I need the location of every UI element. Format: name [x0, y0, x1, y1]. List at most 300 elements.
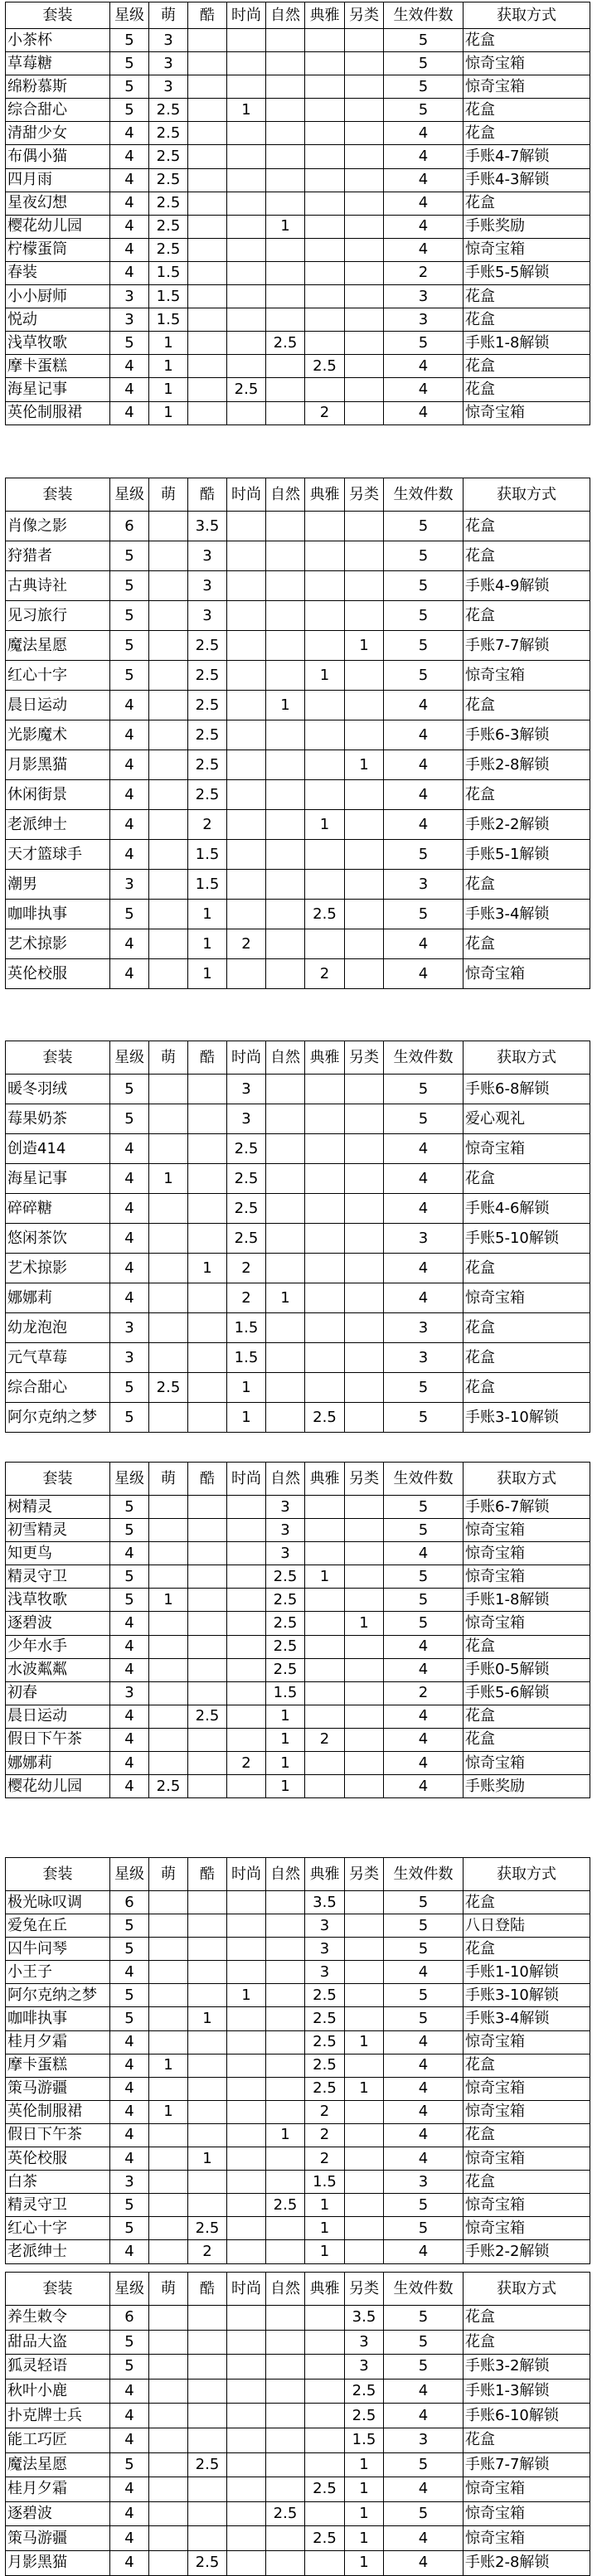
stat-cell: 2 [227, 1254, 266, 1283]
stat-cell [227, 571, 266, 601]
table-row [6, 1681, 590, 1705]
table-row [6, 2077, 590, 2100]
column-header: 萌 [149, 1041, 188, 1075]
column-header: 套装 [6, 1858, 110, 1891]
stat-cell [227, 601, 266, 631]
outfit-name-cell: 桂月夕霜 [6, 2477, 110, 2502]
stat-cell: 4 [384, 238, 464, 261]
stat-cell: 5 [384, 2194, 464, 2217]
stat-cell: 5 [384, 29, 464, 52]
stat-cell: 4 [384, 1194, 464, 1224]
outfit-name-cell: 树精灵 [6, 1496, 110, 1519]
stat-cell [305, 168, 345, 192]
acquire-method-cell: 惊奇宝箱 [464, 661, 590, 691]
stat-cell [227, 2123, 266, 2147]
stat-cell: 5 [384, 2501, 464, 2526]
stat-cell [188, 332, 227, 355]
stat-cell [188, 1075, 227, 1104]
column-header: 典雅 [305, 1858, 345, 1891]
stat-cell [345, 1589, 384, 1612]
stat-cell: 1 [188, 900, 227, 929]
stat-cell: 2.5 [149, 1373, 188, 1403]
stat-cell [188, 1224, 227, 1254]
stat-cell [345, 720, 384, 750]
stat-cell: 2.5 [345, 2404, 384, 2428]
stat-cell [266, 2007, 305, 2030]
stat-cell [266, 168, 305, 192]
stat-cell: 3 [384, 1313, 464, 1343]
stat-cell [345, 332, 384, 355]
stat-cell: 4 [110, 1134, 149, 1164]
table-row [6, 52, 590, 75]
acquire-method-cell: 惊奇宝箱 [464, 1519, 590, 1542]
stat-cell: 3 [305, 1938, 345, 1961]
stat-cell [188, 1984, 227, 2007]
column-header: 萌 [149, 2, 188, 29]
table-row [6, 1635, 590, 1658]
stat-cell: 4 [384, 2550, 464, 2575]
acquire-method-cell: 手账3-2解锁 [464, 2355, 590, 2380]
stat-cell [266, 2379, 305, 2404]
stat-cell [227, 512, 266, 541]
stat-cell: 5 [384, 2355, 464, 2380]
stat-cell: 2 [305, 401, 345, 424]
stat-cell [149, 2379, 188, 2404]
acquire-method-cell: 手账5-10解锁 [464, 1224, 590, 1254]
stat-cell: 5 [110, 1984, 149, 2007]
stat-cell [266, 1313, 305, 1343]
stat-cell [188, 99, 227, 122]
stat-cell [227, 2194, 266, 2217]
stat-cell [188, 1403, 227, 1433]
table-row [6, 512, 590, 541]
stat-cell: 2.5 [227, 378, 266, 401]
stat-cell [227, 2355, 266, 2380]
stat-cell [188, 2379, 227, 2404]
stat-cell [227, 2550, 266, 2575]
stat-cell: 5 [384, 541, 464, 571]
table-row [6, 750, 590, 780]
stat-cell: 2.5 [149, 145, 188, 168]
stat-cell: 1.5 [227, 1343, 266, 1373]
outfit-name-cell: 娜娜莉 [6, 1752, 110, 1775]
stat-cell: 3 [384, 308, 464, 332]
stat-cell: 4 [110, 1961, 149, 1984]
stat-cell: 5 [110, 2217, 149, 2240]
stat-cell: 1 [266, 691, 305, 720]
stat-cell: 1.5 [188, 870, 227, 900]
outfit-name-cell: 碎碎糖 [6, 1194, 110, 1224]
acquire-method-cell: 花盒 [464, 780, 590, 810]
stat-cell: 2.5 [227, 1134, 266, 1164]
stat-cell [227, 122, 266, 145]
stat-cell: 3 [384, 2171, 464, 2194]
stat-cell [188, 2171, 227, 2194]
table-row [6, 1134, 590, 1164]
stat-cell [305, 1134, 345, 1164]
stat-cell: 3 [345, 2355, 384, 2380]
stat-cell: 1.5 [266, 1681, 305, 1705]
stat-cell [266, 1343, 305, 1373]
stat-cell [305, 1283, 345, 1313]
outfit-name-cell: 晨日运动 [6, 1705, 110, 1728]
stat-cell [345, 661, 384, 691]
outfit-name-cell: 魔法星愿 [6, 2452, 110, 2477]
stat-cell [345, 1254, 384, 1283]
stat-cell: 4 [384, 1752, 464, 1775]
stat-cell [149, 1984, 188, 2007]
stat-cell [227, 2501, 266, 2526]
stat-cell: 2.5 [266, 1612, 305, 1635]
stat-cell [149, 512, 188, 541]
stat-cell [345, 192, 384, 215]
stat-cell [227, 541, 266, 571]
stat-cell [305, 1224, 345, 1254]
stat-cell [305, 99, 345, 122]
stat-cell: 5 [110, 1589, 149, 1612]
outfit-name-cell: 红心十字 [6, 2217, 110, 2240]
outfit-name-cell: 策马游疆 [6, 2077, 110, 2100]
acquire-method-cell: 惊奇宝箱 [464, 2217, 590, 2240]
stat-cell: 1 [345, 2550, 384, 2575]
column-header: 典雅 [305, 478, 345, 512]
stat-cell [345, 2217, 384, 2240]
stat-cell: 1 [345, 750, 384, 780]
acquire-method-cell: 花盒 [464, 2054, 590, 2077]
stat-cell [188, 2355, 227, 2380]
table-row [6, 2306, 590, 2331]
table-row [6, 2240, 590, 2263]
stat-cell: 4 [384, 1542, 464, 1565]
stat-cell: 3 [227, 1075, 266, 1104]
stat-cell [305, 1775, 345, 1798]
stat-cell: 5 [110, 2007, 149, 2030]
stat-cell: 3 [305, 1961, 345, 1984]
stat-cell: 4 [384, 929, 464, 959]
stat-cell: 4 [384, 2404, 464, 2428]
table-row [6, 929, 590, 959]
stat-cell [188, 378, 227, 401]
stat-cell: 2.5 [227, 1164, 266, 1194]
stat-cell [188, 1775, 227, 1798]
stat-cell: 4 [110, 2550, 149, 2575]
stat-cell [149, 1681, 188, 1705]
table-row [6, 215, 590, 238]
stat-cell: 2.5 [188, 780, 227, 810]
stat-cell [266, 122, 305, 145]
column-header: 萌 [149, 1858, 188, 1891]
acquire-method-cell: 手账1-10解锁 [464, 1961, 590, 1984]
table-row [6, 238, 590, 261]
acquire-method-cell: 惊奇宝箱 [464, 2526, 590, 2551]
stat-cell [305, 1752, 345, 1775]
acquire-method-cell: 手账3-4解锁 [464, 900, 590, 929]
stat-cell: 3.5 [305, 1891, 345, 1914]
stat-cell [266, 631, 305, 661]
stat-cell: 5 [110, 1565, 149, 1589]
stat-cell: 2.5 [149, 215, 188, 238]
stat-cell [149, 1313, 188, 1343]
table-row [6, 1194, 590, 1224]
stat-cell: 5 [110, 1519, 149, 1542]
stat-cell: 3 [149, 29, 188, 52]
stat-cell [266, 75, 305, 99]
stat-cell: 2.5 [188, 1705, 227, 1728]
stat-cell: 2.5 [188, 691, 227, 720]
table-row [6, 2030, 590, 2054]
stat-cell: 3 [110, 1313, 149, 1343]
stat-cell [345, 780, 384, 810]
stat-cell [149, 900, 188, 929]
stat-cell [305, 1313, 345, 1343]
stat-cell: 2.5 [227, 1224, 266, 1254]
stat-cell [227, 285, 266, 308]
stat-cell: 5 [384, 332, 464, 355]
stat-cell: 3 [110, 285, 149, 308]
stat-cell [345, 2147, 384, 2171]
stat-cell: 5 [110, 2194, 149, 2217]
stat-cell: 1 [149, 2100, 188, 2123]
stat-cell [266, 2330, 305, 2355]
stat-cell [266, 2171, 305, 2194]
stat-cell: 2.5 [188, 2217, 227, 2240]
column-header: 套装 [6, 2273, 110, 2306]
acquire-method-cell: 手账6-7解锁 [464, 1496, 590, 1519]
acquire-method-cell: 花盒 [464, 122, 590, 145]
stat-cell: 2 [384, 261, 464, 284]
stat-cell [345, 1961, 384, 1984]
stat-cell [188, 1519, 227, 1542]
outfit-name-cell: 英伦制服裙 [6, 2100, 110, 2123]
stat-cell [188, 192, 227, 215]
column-header: 酷 [188, 1041, 227, 1075]
column-header: 酷 [188, 2273, 227, 2306]
stat-cell [305, 1519, 345, 1542]
acquire-method-cell: 手账5-6解锁 [464, 1681, 590, 1705]
stat-cell [149, 2123, 188, 2147]
stat-cell: 2 [305, 959, 345, 989]
stat-cell: 2.5 [305, 2477, 345, 2502]
stat-cell: 2.5 [305, 1403, 345, 1433]
stat-cell: 4 [110, 2404, 149, 2428]
stat-cell: 4 [110, 145, 149, 168]
acquire-method-cell: 惊奇宝箱 [464, 2030, 590, 2054]
acquire-method-cell: 惊奇宝箱 [464, 2477, 590, 2502]
stat-cell: 3 [188, 571, 227, 601]
outfit-name-cell: 樱花幼儿园 [6, 1775, 110, 1798]
column-header: 萌 [149, 2273, 188, 2306]
column-header: 萌 [149, 478, 188, 512]
stat-cell: 3 [110, 308, 149, 332]
stat-cell [188, 52, 227, 75]
stat-cell [227, 1612, 266, 1635]
stat-cell [149, 929, 188, 959]
stat-cell [149, 691, 188, 720]
stat-cell [305, 1589, 345, 1612]
stat-cell [305, 145, 345, 168]
outfit-name-cell: 假日下午茶 [6, 2123, 110, 2147]
stat-cell [227, 192, 266, 215]
acquire-method-cell: 惊奇宝箱 [464, 2100, 590, 2123]
stat-cell [149, 1104, 188, 1134]
stat-cell [345, 1891, 384, 1914]
stat-cell [266, 661, 305, 691]
stat-cell: 3 [384, 1224, 464, 1254]
stat-cell [149, 2355, 188, 2380]
stat-cell [188, 1565, 227, 1589]
outfit-name-cell: 桂月夕霜 [6, 2030, 110, 2054]
stat-cell: 3 [384, 285, 464, 308]
stat-cell [345, 1752, 384, 1775]
table-row [6, 1705, 590, 1728]
stat-cell [227, 661, 266, 691]
stat-cell [149, 1914, 188, 1938]
stat-cell [345, 1164, 384, 1194]
acquire-method-cell: 花盒 [464, 929, 590, 959]
outfit-name-cell: 咖啡执事 [6, 2007, 110, 2030]
stat-cell: 5 [384, 1496, 464, 1519]
stat-cell [266, 261, 305, 284]
stat-cell [227, 1961, 266, 1984]
stat-cell: 4 [110, 215, 149, 238]
acquire-method-cell: 花盒 [464, 1254, 590, 1283]
stat-cell: 4 [384, 168, 464, 192]
stat-cell [188, 1283, 227, 1313]
stat-cell [149, 2452, 188, 2477]
acquire-method-cell: 花盒 [464, 192, 590, 215]
table-row [6, 378, 590, 401]
outfit-name-cell: 悦动 [6, 308, 110, 332]
table-row [6, 1343, 590, 1373]
stat-cell [345, 1984, 384, 2007]
column-header: 星级 [110, 478, 149, 512]
stat-cell [149, 1075, 188, 1104]
stat-cell: 4 [384, 2054, 464, 2077]
stat-cell [266, 1891, 305, 1914]
table-section [0, 2272, 590, 2576]
stat-cell: 4 [384, 750, 464, 780]
stat-cell [345, 122, 384, 145]
table-row [6, 1403, 590, 1433]
stat-cell: 4 [110, 2123, 149, 2147]
stat-cell: 1 [266, 1283, 305, 1313]
stat-cell [188, 355, 227, 378]
stat-cell: 5 [384, 1373, 464, 1403]
stat-cell [305, 122, 345, 145]
stat-cell: 3 [345, 2330, 384, 2355]
stat-cell [305, 1542, 345, 1565]
stat-cell: 4 [110, 720, 149, 750]
acquire-method-cell: 惊奇宝箱 [464, 2147, 590, 2171]
outfit-name-cell: 甜品大盗 [6, 2330, 110, 2355]
stat-cell [188, 122, 227, 145]
stat-cell [345, 1565, 384, 1589]
outfit-name-cell: 月影黑猫 [6, 2550, 110, 2575]
stat-cell [149, 2477, 188, 2502]
stat-cell: 2.5 [266, 2194, 305, 2217]
stat-cell: 1 [188, 1254, 227, 1283]
stat-cell: 2.5 [149, 122, 188, 145]
stat-cell: 3 [149, 75, 188, 99]
stat-cell [266, 1961, 305, 1984]
stat-cell [305, 378, 345, 401]
header-row [6, 1041, 590, 1075]
stat-cell: 4 [384, 215, 464, 238]
stat-cell [227, 168, 266, 192]
column-header: 另类 [345, 1041, 384, 1075]
stat-cell [345, 2007, 384, 2030]
stat-cell: 4 [384, 691, 464, 720]
acquire-method-cell: 花盒 [464, 1313, 590, 1343]
stat-cell [149, 1542, 188, 1565]
table-row [6, 1164, 590, 1194]
stat-cell: 2.5 [188, 661, 227, 691]
stat-cell [188, 145, 227, 168]
table-row [6, 2526, 590, 2551]
stat-cell: 3 [266, 1519, 305, 1542]
column-header: 生效件数 [384, 478, 464, 512]
stat-cell: 5 [110, 1373, 149, 1403]
column-header: 自然 [266, 478, 305, 512]
acquire-method-cell: 花盒 [464, 29, 590, 52]
stat-cell: 5 [110, 1938, 149, 1961]
acquire-method-cell: 花盒 [464, 1635, 590, 1658]
acquire-method-cell: 手账3-10解锁 [464, 1403, 590, 1433]
stat-cell [227, 2477, 266, 2502]
stat-cell [149, 720, 188, 750]
stat-cell: 4 [110, 238, 149, 261]
stat-cell [345, 959, 384, 989]
outfit-name-cell: 极光咏叹调 [6, 1891, 110, 1914]
table-row [6, 1961, 590, 1984]
stat-cell: 4 [110, 750, 149, 780]
stat-cell [345, 401, 384, 424]
outfit-name-cell: 初雪精灵 [6, 1519, 110, 1542]
table-row [6, 355, 590, 378]
outfit-name-cell: 春装 [6, 261, 110, 284]
stat-cell [188, 1542, 227, 1565]
stat-cell: 1.5 [149, 308, 188, 332]
column-header: 获取方式 [464, 478, 590, 512]
stat-cell: 4 [110, 2054, 149, 2077]
stat-cell: 2 [227, 1752, 266, 1775]
acquire-method-cell: 花盒 [464, 285, 590, 308]
acquire-method-cell: 花盒 [464, 1705, 590, 1728]
column-header: 时尚 [227, 1858, 266, 1891]
stat-cell [227, 870, 266, 900]
stat-cell: 2.5 [305, 2054, 345, 2077]
stat-cell [149, 1891, 188, 1914]
table-row [6, 1519, 590, 1542]
stat-cell: 4 [384, 1254, 464, 1283]
column-header: 典雅 [305, 2, 345, 29]
outfit-name-cell: 天才篮球手 [6, 840, 110, 870]
stat-cell: 3 [188, 601, 227, 631]
stat-cell: 5 [384, 1891, 464, 1914]
stat-cell [227, 2007, 266, 2030]
outfit-name-cell: 星夜幻想 [6, 192, 110, 215]
stat-cell: 1 [149, 332, 188, 355]
stat-cell [188, 1134, 227, 1164]
outfit-name-cell: 老派绅士 [6, 810, 110, 840]
acquire-method-cell: 惊奇宝箱 [464, 1565, 590, 1589]
table-row [6, 571, 590, 601]
acquire-method-cell: 手账2-8解锁 [464, 2550, 590, 2575]
stat-cell [345, 1496, 384, 1519]
table-row [6, 2330, 590, 2355]
stat-cell [188, 1496, 227, 1519]
outfit-name-cell: 初春 [6, 1681, 110, 1705]
